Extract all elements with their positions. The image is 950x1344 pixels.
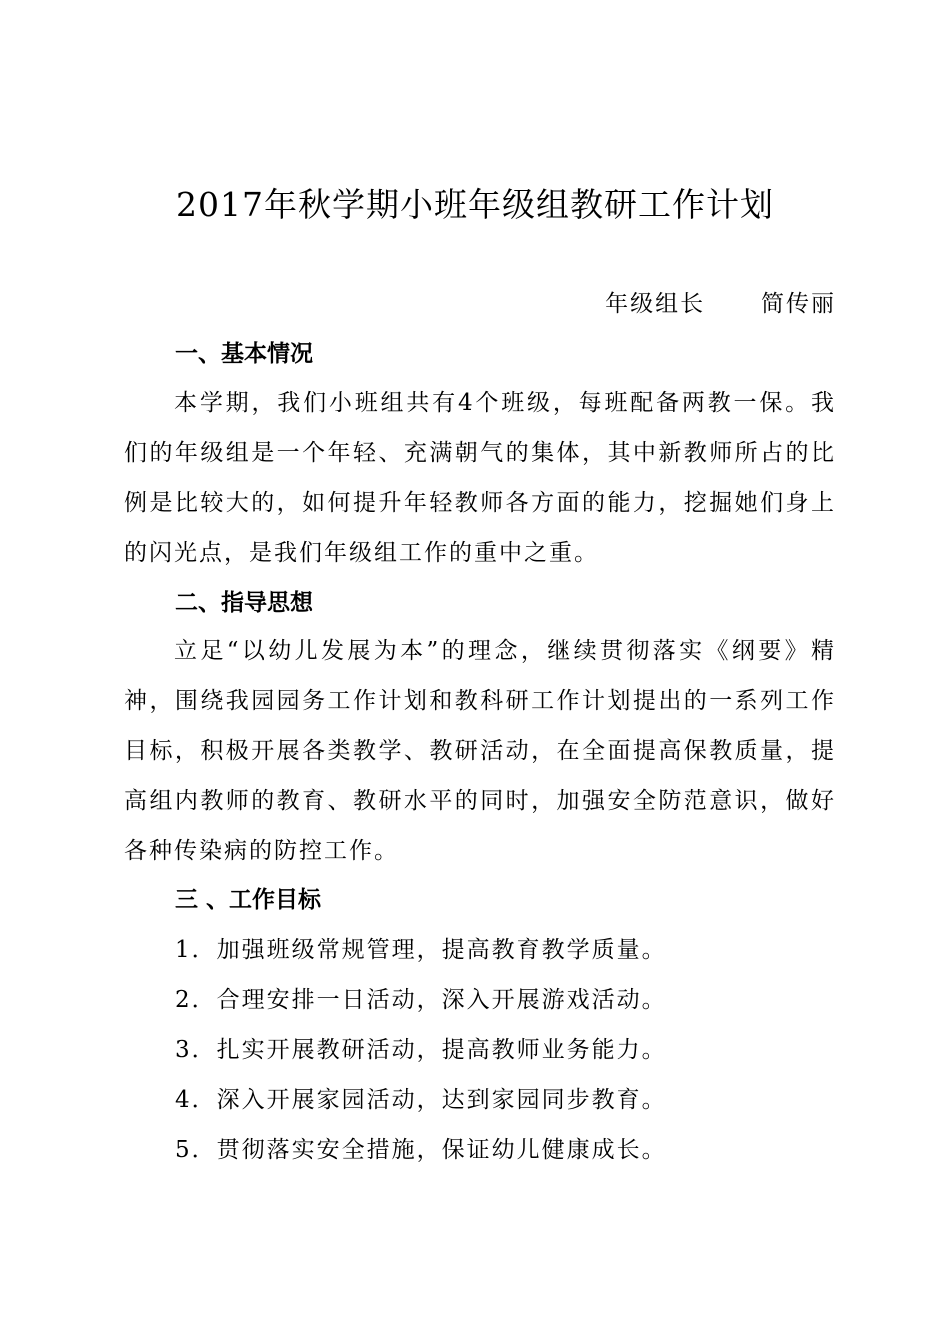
- section-heading-basic-situation: 一、基本情况: [175, 341, 313, 367]
- goal-item: 5．贯彻落实安全措施，保证幼儿健康成长。: [175, 1137, 667, 1163]
- section-paragraph-guiding-ideology: 立足“以幼儿发展为本”的理念，继续贯彻落实《纲要》精神，围绕我园园务工作计划和教科研工作计划提出的一系列工作目标，积极开展各类教学、教研活动，在全面提高保教质量，提高组内教师的教育、教研水平的同时，加强安全防范意识，做好各种传染病的防控工作。: [124, 638, 836, 864]
- goal-item: 3．扎实开展教研活动，提高教师业务能力。: [175, 1037, 667, 1063]
- goal-item: 4．深入开展家园活动，达到家园同步教育。: [175, 1087, 667, 1113]
- goal-item: 2．合理安排一日活动，深入开展游戏活动。: [175, 987, 667, 1013]
- author-line: 年级组长 简传丽: [605, 291, 836, 317]
- document-title: 2017年秋学期小班年级组教研工作计划: [176, 185, 774, 224]
- section-heading-guiding-ideology: 二、指导思想: [175, 590, 313, 616]
- section-paragraph-basic-situation: 本学期，我们小班组共有4个班级，每班配备两教一保。我们的年级组是一个年轻、充满朝气的集体，其中新教师所占的比例是比较大的，如何提升年轻教师各方面的能力，挖掘她们身上的闪光点，是我们年级组工作的重中之重。: [124, 390, 836, 566]
- section-heading-work-goals: 三 、工作目标: [175, 887, 322, 913]
- goal-item: 1．加强班级常规管理，提高教育教学质量。: [175, 937, 667, 963]
